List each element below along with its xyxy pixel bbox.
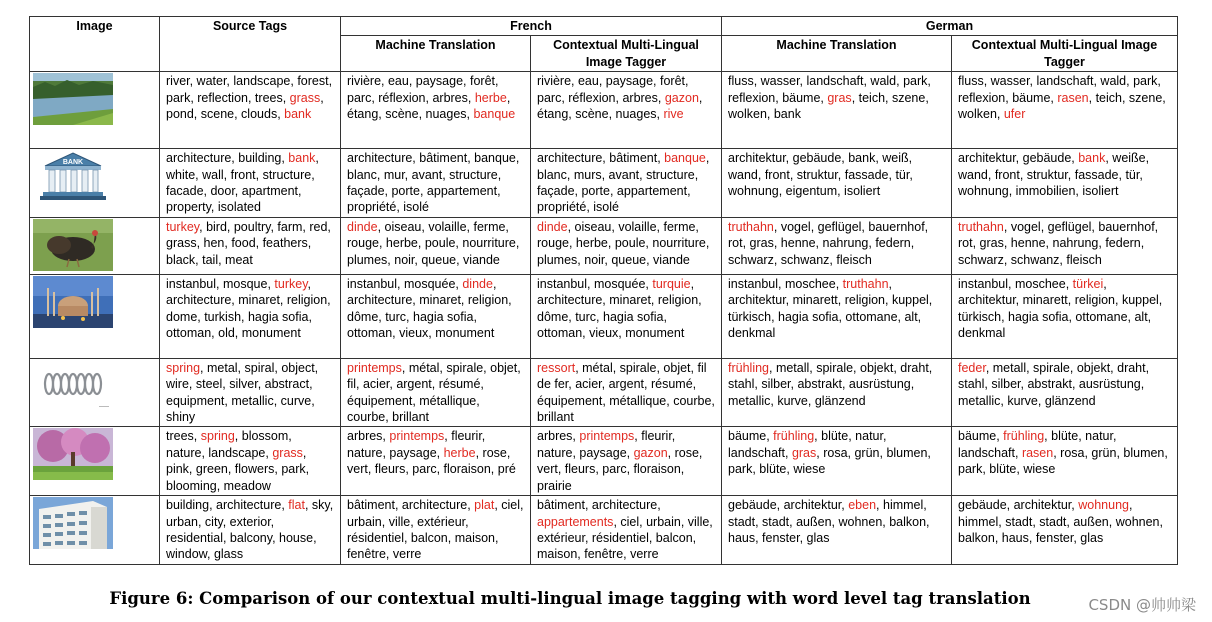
tag-text: , metall, spirale, objekt, draht, stahl, silber, abstrakt, ausrüstung, metallic, kurve, glänzend [728, 360, 933, 408]
header-contextual-fr: Contextual Multi-Lingual Image Tagger [531, 36, 722, 72]
highlighted-tag: banque [664, 151, 706, 166]
highlighted-tag: bank [284, 107, 312, 122]
highlighted-tag: spring [200, 429, 235, 444]
bank-building-icon [33, 150, 156, 202]
machine-translation-fr-cell [341, 496, 531, 565]
highlighted-tag: banque [473, 107, 516, 122]
contextual-fr-cell [531, 72, 722, 149]
tag-text: , rosa, grün, blumen, park, blüte, wiese [728, 445, 931, 477]
contextual-fr-cell [531, 427, 722, 496]
header-source-tags: Source Tags [160, 17, 341, 72]
tag-text: , pink, green, flowers, park, blooming, meadow [166, 445, 310, 493]
contextual-fr-cell [531, 217, 722, 274]
tag-text: , white, wall, front, structure, facade, door, apartment, property, isolated [166, 151, 319, 215]
tag-text: , fleurir, nature, paysage, [347, 429, 486, 460]
machine-translation-de-cell [722, 496, 952, 565]
highlighted-tag: dinde [462, 276, 493, 291]
tag-text: architektur, gebäude, [958, 151, 1079, 166]
machine-translation-de-cell [722, 274, 952, 358]
watermark: CSDN @帅帅梁 [1088, 596, 1196, 614]
tag-text: , oiseau, volaille, ferme, rouge, herbe, poule, nourriture, plumes, noir, queue, viande [537, 219, 710, 267]
highlighted-tag: dinde [537, 219, 568, 234]
highlighted-tag: eben [848, 498, 877, 513]
tag-text: , rose, vert, fleurs, parc, floraison, prairie [537, 445, 703, 493]
highlighted-tag: herbe [474, 90, 507, 105]
machine-translation-de-cell [722, 72, 952, 149]
image-cell [30, 274, 160, 358]
highlighted-tag: plat [474, 498, 495, 513]
tag-text: , blüte, natur, landschaft, [728, 429, 887, 460]
table-row [30, 274, 1178, 358]
tag-text: , architektur, minarett, religion, kuppel, türkisch, hagia sofia, ottomane, alt, denkmal [958, 276, 1163, 341]
river-landscape-photo [33, 73, 156, 125]
tag-text: , étang, scène, nuages, [347, 90, 511, 122]
highlighted-tag: herbe [443, 445, 476, 460]
contextual-fr-cell [531, 358, 722, 427]
contextual-fr-cell [531, 274, 722, 358]
tag-text: , ciel, urbain, ville, extérieur, résidentiel, balcon, maison, fenêtre, verre [537, 514, 713, 562]
tag-text: , oiseau, volaille, ferme, rouge, herbe, poule, nourriture, plumes, noir, queue, viande [347, 219, 520, 267]
tag-text: instanbul, moschee, [958, 276, 1073, 291]
tag-text: arbres, [347, 429, 390, 444]
highlighted-tag: frühling [728, 360, 769, 375]
highlighted-tag: wohnung [1078, 498, 1129, 513]
machine-translation-fr-cell [341, 274, 531, 358]
table-row [30, 149, 1178, 218]
highlighted-tag: flat [288, 498, 305, 513]
highlighted-tag: truthahn [728, 219, 774, 234]
highlighted-tag: frühling [1003, 429, 1045, 444]
highlighted-tag: bank [1078, 151, 1106, 166]
table-row [30, 427, 1178, 496]
image-cell [30, 496, 160, 565]
tag-text: rivière, eau, paysage, forêt, parc, réflexion, arbres, [347, 74, 499, 105]
highlighted-tag: frühling [773, 429, 815, 444]
tag-text: , blossom, nature, landscape, [166, 429, 292, 460]
image-cell [30, 427, 160, 496]
tag-text: , métal, spirale, objet, fil de fer, acier, argent, résumé, équipement, métallique, courbe, brillant [537, 360, 715, 425]
highlighted-tag: feder [958, 360, 986, 375]
tag-text: architektur, gebäude, bank, weiß, wand, front, struktur, fassade, tür, wohnung, eigentum, isoliert [728, 151, 913, 199]
contextual-fr-cell [531, 149, 722, 218]
machine-translation-de-cell [722, 427, 952, 496]
tag-text: bâtiment, architecture, [537, 498, 661, 513]
contextual-de-cell [952, 149, 1178, 218]
highlighted-tag: gazon [664, 90, 699, 105]
header-german: German [722, 17, 1178, 36]
tag-text: instanbul, mosquée, [347, 276, 463, 291]
tag-text: fluss, wasser, landschaft, wald, park, reflexion, bäume, [728, 74, 931, 105]
highlighted-tag: truthahn [842, 276, 889, 291]
tag-text: , architektur, minarett, religion, kuppel, türkisch, hagia sofia, ottomane, alt, denkmal [728, 276, 933, 341]
contextual-de-cell [952, 72, 1178, 149]
tag-text: building, architecture, [166, 498, 289, 513]
tag-text: , métal, spirale, objet, fil, acier, argent, résumé, équipement, métallique, courbe, brillant [347, 360, 521, 425]
source-tags-cell [160, 358, 341, 427]
tag-text: instanbul, mosque, [166, 276, 275, 291]
header-machine-translation-de: Machine Translation [722, 36, 952, 72]
tag-text: , architecture, minaret, religion, dôme, turc, hagia sofia, ottoman, vieux, monument [537, 276, 702, 341]
header-machine-translation-fr: Machine Translation [341, 36, 531, 72]
tag-text: river, water, landscape, forest, park, reflection, trees, [166, 74, 333, 105]
highlighted-tag: rasen [1057, 90, 1089, 105]
comparison-table [29, 16, 1178, 565]
source-tags-cell [160, 149, 341, 218]
contextual-de-cell [952, 496, 1178, 565]
table-body [30, 72, 1178, 565]
source-tags-cell [160, 72, 341, 149]
tag-text: fluss, wasser, landschaft, wald, park, reflexion, bäume, [958, 74, 1161, 105]
figure-caption: Figure 6: Comparison of our contextual multi-lingual image tagging with word level tag translation [109, 589, 1031, 608]
highlighted-tag: gazon [633, 445, 668, 460]
machine-translation-de-cell [722, 149, 952, 218]
highlighted-tag: gras [791, 445, 817, 460]
contextual-de-cell [952, 427, 1178, 496]
tag-text: architecture, building, [166, 151, 289, 166]
contextual-de-cell [952, 274, 1178, 358]
source-tags-cell [160, 217, 341, 274]
highlighted-tag: gras [827, 90, 852, 105]
highlighted-tag: printemps [347, 360, 402, 375]
header-contextual-de: Contextual Multi-Lingual Image Tagger [952, 36, 1178, 72]
header-french: French [341, 17, 722, 36]
highlighted-tag: turkey [274, 276, 308, 291]
tag-text: bäume, [728, 429, 774, 444]
highlighted-tag: spring [166, 360, 201, 375]
machine-translation-fr-cell [341, 358, 531, 427]
image-cell [30, 149, 160, 218]
highlighted-tag: ressort [537, 360, 576, 375]
tag-text: , weiße, wand, front, struktur, fassade, tür, wohnung, immobilien, isoliert [958, 151, 1150, 199]
tag-text: , blüte, natur, landschaft, [958, 429, 1117, 460]
machine-translation-fr-cell [341, 72, 531, 149]
tag-text: , étang, scène, nuages, [537, 90, 703, 122]
source-tags-cell [160, 496, 341, 565]
tag-text: instanbul, moschee, [728, 276, 843, 291]
highlighted-tag: printemps [389, 429, 445, 444]
highlighted-tag: türkei [1072, 276, 1104, 291]
highlighted-tag: bank [288, 151, 316, 166]
tag-text: trees, [166, 429, 201, 444]
tag-text: gebäude, architektur, [958, 498, 1079, 513]
tag-text: , pond, scene, clouds, [166, 90, 324, 122]
tag-text: , rose, vert, fleurs, parc, floraison, pré [347, 445, 516, 477]
metal-spring-photo [33, 360, 156, 412]
header-image: Image [30, 17, 160, 72]
tag-text: architecture, bâtiment, [537, 151, 665, 166]
header-row-1 [30, 17, 1178, 36]
highlighted-tag: dinde [347, 219, 378, 234]
blossom-tree-photo [33, 428, 156, 480]
highlighted-tag: grass [272, 445, 303, 460]
highlighted-tag: turkey [166, 219, 200, 234]
tag-text: , metal, spiral, object, wire, steel, silver, abstract, equipment, metallic, curve, shiny [166, 360, 319, 425]
highlighted-tag: rasen [1021, 445, 1054, 460]
tag-text: bäume, [958, 429, 1004, 444]
tag-text: , himmel, stadt, stadt, außen, wohnen, balkon, haus, fenster, glas [958, 498, 1163, 545]
tag-text: , bird, poultry, farm, red, grass, hen, food, feathers, black, tail, meat [166, 219, 331, 267]
turkey-bird-photo [33, 219, 156, 271]
tag-text: instanbul, mosquée, [537, 276, 653, 291]
machine-translation-fr-cell [341, 149, 531, 218]
source-tags-cell [160, 274, 341, 358]
tag-text: , architecture, minaret, religion, dôme, turc, hagia sofia, ottoman, vieux, monument [347, 276, 512, 341]
apartment-building-photo [33, 497, 156, 549]
tag-text: , vogel, geflügel, bauernhof, rot, gras, henne, nahrung, federn, schwarz, schwanz, fleisch [958, 219, 1159, 267]
contextual-de-cell [952, 358, 1178, 427]
tag-text: , teich, szene, wolken, [958, 90, 1166, 122]
tag-text: , blanc, murs, avant, structure, façade, porte, appartement, propriété, isolé [537, 151, 710, 215]
tag-text: architecture, bâtiment, banque, blanc, mur, avant, structure, façade, porte, appartement, propriété, isolé [347, 151, 520, 215]
tag-text: , vogel, geflügel, bauernhof, rot, gras, henne, nahrung, federn, schwarz, schwanz, fleisch [728, 219, 929, 267]
contextual-de-cell [952, 217, 1178, 274]
contextual-fr-cell [531, 496, 722, 565]
highlighted-tag: printemps [579, 429, 635, 444]
tag-text: , architecture, minaret, religion, dome, turkish, hagia sofia, ottoman, old, monument [166, 276, 331, 341]
tag-text: , himmel, stadt, stadt, außen, wohnen, balkon, haus, fenster, glas [728, 498, 930, 545]
image-cell [30, 72, 160, 149]
tag-text: arbres, [537, 429, 580, 444]
highlighted-tag: ufer [1003, 107, 1026, 122]
machine-translation-fr-cell [341, 217, 531, 274]
tag-text: , sky, urban, city, exterior, residential, balcony, house, window, glass [166, 498, 334, 562]
tag-text: gebäude, architektur, [728, 498, 849, 513]
highlighted-tag: rive [663, 107, 684, 122]
machine-translation-de-cell [722, 358, 952, 427]
tag-text: rivière, eau, paysage, forêt, parc, réflexion, arbres, [537, 74, 689, 105]
table-row [30, 72, 1178, 149]
tag-text: , ciel, urbain, ville, extérieur, résidentiel, balcon, maison, fenêtre, verre [347, 498, 524, 562]
highlighted-tag: appartements [537, 514, 614, 529]
table-row [30, 496, 1178, 565]
machine-translation-de-cell [722, 217, 952, 274]
highlighted-tag: turquie [652, 276, 691, 291]
image-cell [30, 358, 160, 427]
machine-translation-fr-cell [341, 427, 531, 496]
source-tags-cell [160, 427, 341, 496]
highlighted-tag: truthahn [958, 219, 1004, 234]
table-row [30, 217, 1178, 274]
tag-text: , fleurir, nature, paysage, [537, 429, 676, 460]
highlighted-tag: grass [289, 90, 321, 105]
istanbul-mosque-photo [33, 276, 156, 328]
bank-label: BANK [62, 159, 84, 167]
table-row [30, 358, 1178, 427]
tag-text: , teich, szene, wolken, bank [728, 90, 929, 122]
tag-text: bâtiment, architecture, [347, 498, 475, 513]
image-cell [30, 217, 160, 274]
tag-text: , rosa, grün, blumen, park, blüte, wiese [958, 445, 1168, 477]
tag-text: , metall, spirale, objekt, draht, stahl, silber, abstrakt, ausrüstung, metallic, kurve, glänzend [958, 360, 1150, 408]
